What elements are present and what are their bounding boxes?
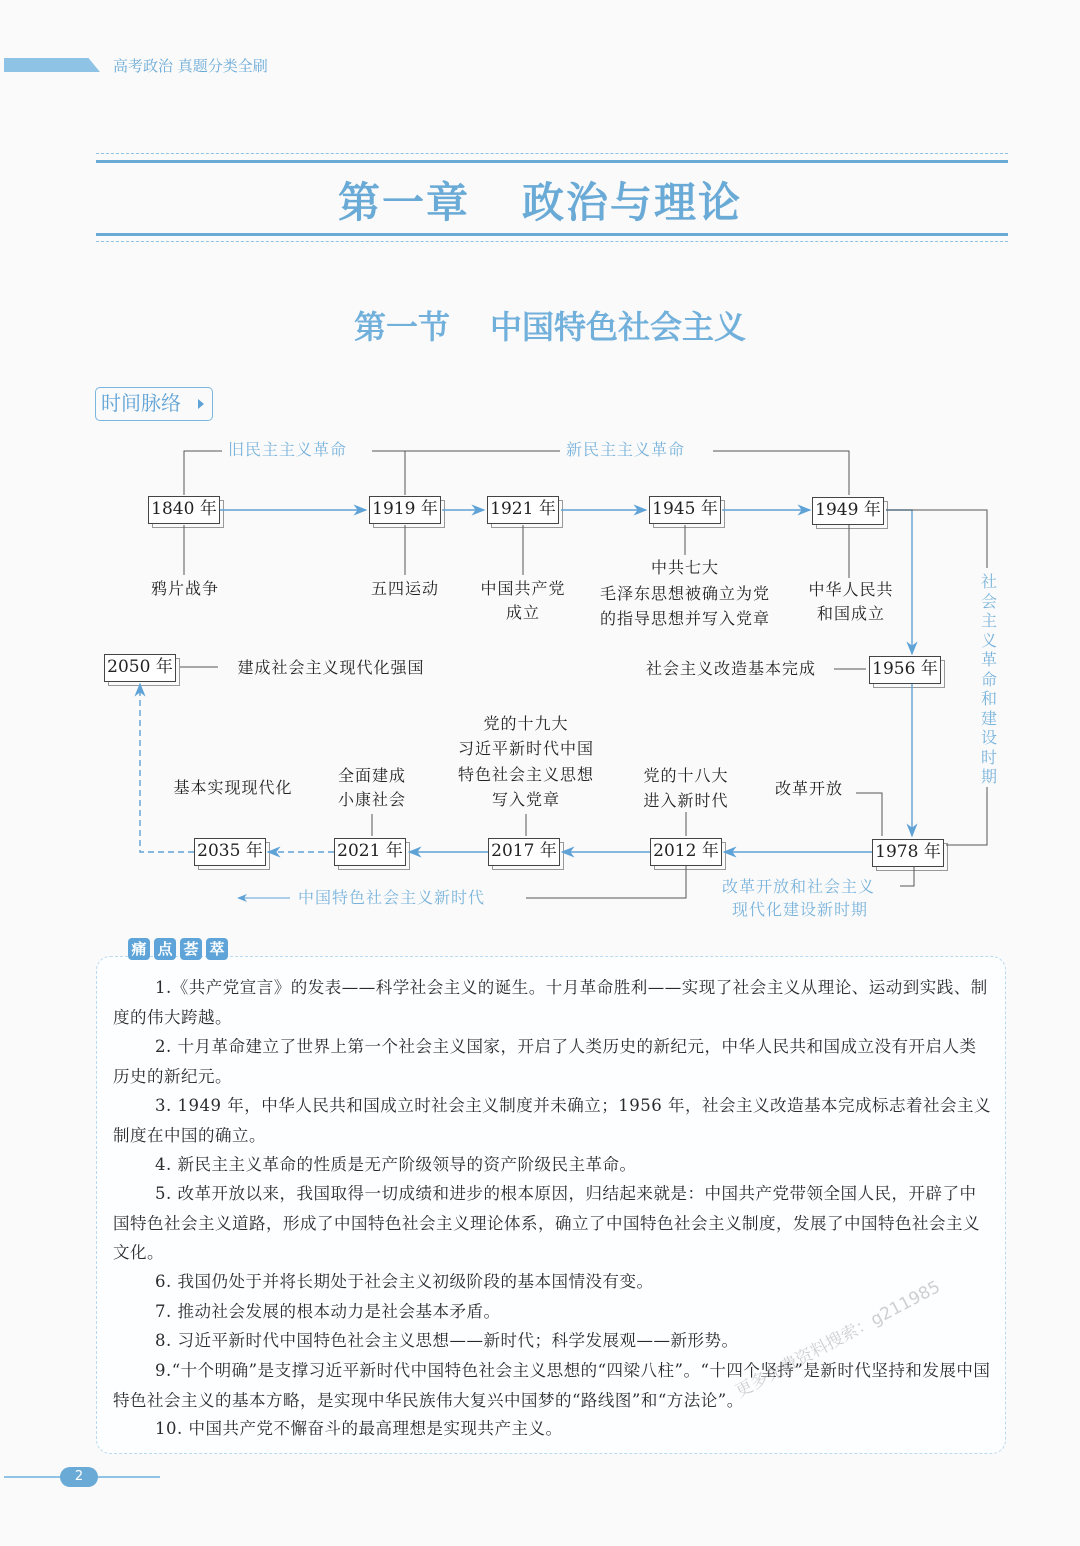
running-header: 高考政治 真题分类全刷 xyxy=(113,57,268,75)
year-box-1949: 1949 年 xyxy=(812,497,884,525)
year-box-1921: 1921 年 xyxy=(487,496,559,524)
event-1945-line1: 中共七大 xyxy=(650,558,719,577)
event-1840: 鸦片战争 xyxy=(150,579,219,598)
timeline-tag-label: 时间脉络 xyxy=(101,391,181,415)
period-new-democratic: 新民主主义革命 xyxy=(562,439,689,461)
chapter-number: 第一章 xyxy=(337,178,470,227)
point-10: 10. 中国共产党不懈奋斗的最高理想是实现共产主义。 xyxy=(155,1419,563,1438)
event-2021-line2: 小康社会 xyxy=(337,790,406,809)
event-2012-line2: 进入新时代 xyxy=(643,791,729,810)
event-2017-line3: 特色社会主义思想 xyxy=(457,765,594,784)
section-number: 第一节 xyxy=(353,308,450,346)
point-8: 8. 习近平新时代中国特色社会主义思想——新时代；科学发展观——新形势。 xyxy=(155,1331,739,1350)
event-2017-line1: 党的十九大 xyxy=(483,714,569,733)
event-2012-line1: 党的十八大 xyxy=(643,766,729,785)
point-4: 4. 新民主主义革命的性质是无产阶级领导的资产阶级民主革命。 xyxy=(155,1155,637,1174)
year-box-1919: 1919 年 xyxy=(369,496,441,524)
page-number: 2 xyxy=(60,1467,98,1487)
event-1921-line1: 中国共产党 xyxy=(480,579,566,598)
arrow-2035-2050 xyxy=(140,684,194,852)
event-1949-line1: 中华人民共 xyxy=(808,580,894,599)
year-box-1956: 1956 年 xyxy=(869,656,941,684)
event-2050: 建成社会主义现代化强国 xyxy=(237,658,425,677)
watermark: 更多免费资料搜索：g211985 xyxy=(732,1277,944,1403)
heading-char: 荟 xyxy=(180,938,202,960)
event-1919: 五四运动 xyxy=(370,579,439,598)
year-box-2012: 2012 年 xyxy=(650,838,722,866)
heading-char: 萃 xyxy=(206,938,228,960)
year-box-1840: 1840 年 xyxy=(148,496,220,524)
heading-char: 点 xyxy=(154,938,176,960)
event-1956: 社会主义改造基本完成 xyxy=(645,659,816,678)
period-socialist-construction: 社会主义革命和建设时期 xyxy=(980,572,997,786)
event-2021-line1: 全面建成 xyxy=(337,766,406,785)
heading-char: 痛 xyxy=(128,938,150,960)
event-1945-line3: 的指导思想并写入党章 xyxy=(599,609,770,628)
event-2017-line2: 习近平新时代中国 xyxy=(457,739,594,758)
point-6: 6. 我国仍处于并将长期处于社会主义初级阶段的基本国情没有变。 xyxy=(155,1272,654,1291)
period-old-democratic: 旧民主主义革命 xyxy=(224,439,351,461)
event-1921-line2: 成立 xyxy=(505,603,540,622)
point-3: 3. 1949 年，中华人民共和国成立时社会主义制度并未确立；1956 年，社会主义改造基本完成标志着社会主义制度在中国的确立。 xyxy=(113,1096,991,1145)
event-2017-line4: 写入党章 xyxy=(491,790,560,809)
year-box-2035: 2035 年 xyxy=(194,838,266,866)
year-box-1978: 1978 年 xyxy=(872,839,944,867)
year-box-2021: 2021 年 xyxy=(334,838,406,866)
point-9: 9.“十个明确”是支撑习近平新时代中国特色社会主义思想的“四梁八柱”。“十四个坚持”是新时代坚持和发展中国特色社会主义的基本方略，是实现中华民族伟大复兴中国梦的“路线图”和“方法论”。 xyxy=(113,1361,991,1410)
chapter-name: 政治与理论 xyxy=(522,178,743,227)
event-1945-line2: 毛泽东思想被确立为党 xyxy=(599,584,770,603)
section-name: 中国特色社会主义 xyxy=(490,308,747,346)
period-reform-line1: 改革开放和社会主义 xyxy=(718,876,879,898)
pain-points-heading xyxy=(128,938,228,960)
point-1: 1.《共产党宣言》的发表——科学社会主义的诞生。十月革命胜利——实现了社会主义从理论、运动到实践、制度的伟大跨越。 xyxy=(113,978,988,1027)
event-1978: 改革开放 xyxy=(774,779,843,798)
point-2: 2. 十月革命建立了世界上第一个社会主义国家，开启了人类历史的新纪元，中华人民共和国成立没有开启人类历史的新纪元。 xyxy=(113,1037,977,1086)
year-box-2017: 2017 年 xyxy=(488,838,560,866)
point-5: 5. 改革开放以来，我国取得一切成绩和进步的根本原因，归结起来就是：中国共产党带领全国人民，开辟了中国特色社会主义道路，形成了中国特色社会主义理论体系，确立了中国特色社会主义制度，发展了中国特色社会主义文化。 xyxy=(113,1184,980,1262)
point-7: 7. 推动社会发展的根本动力是社会基本矛盾。 xyxy=(155,1302,501,1321)
year-box-2050: 2050 年 xyxy=(104,654,176,682)
period-reform-line2: 现代化建设新时期 xyxy=(728,899,872,921)
period-new-era: 中国特色社会主义新时代 xyxy=(294,887,489,909)
event-2035: 基本实现现代化 xyxy=(173,778,293,797)
event-1949-line2: 和国成立 xyxy=(816,604,885,623)
year-box-1945: 1945 年 xyxy=(649,496,721,524)
